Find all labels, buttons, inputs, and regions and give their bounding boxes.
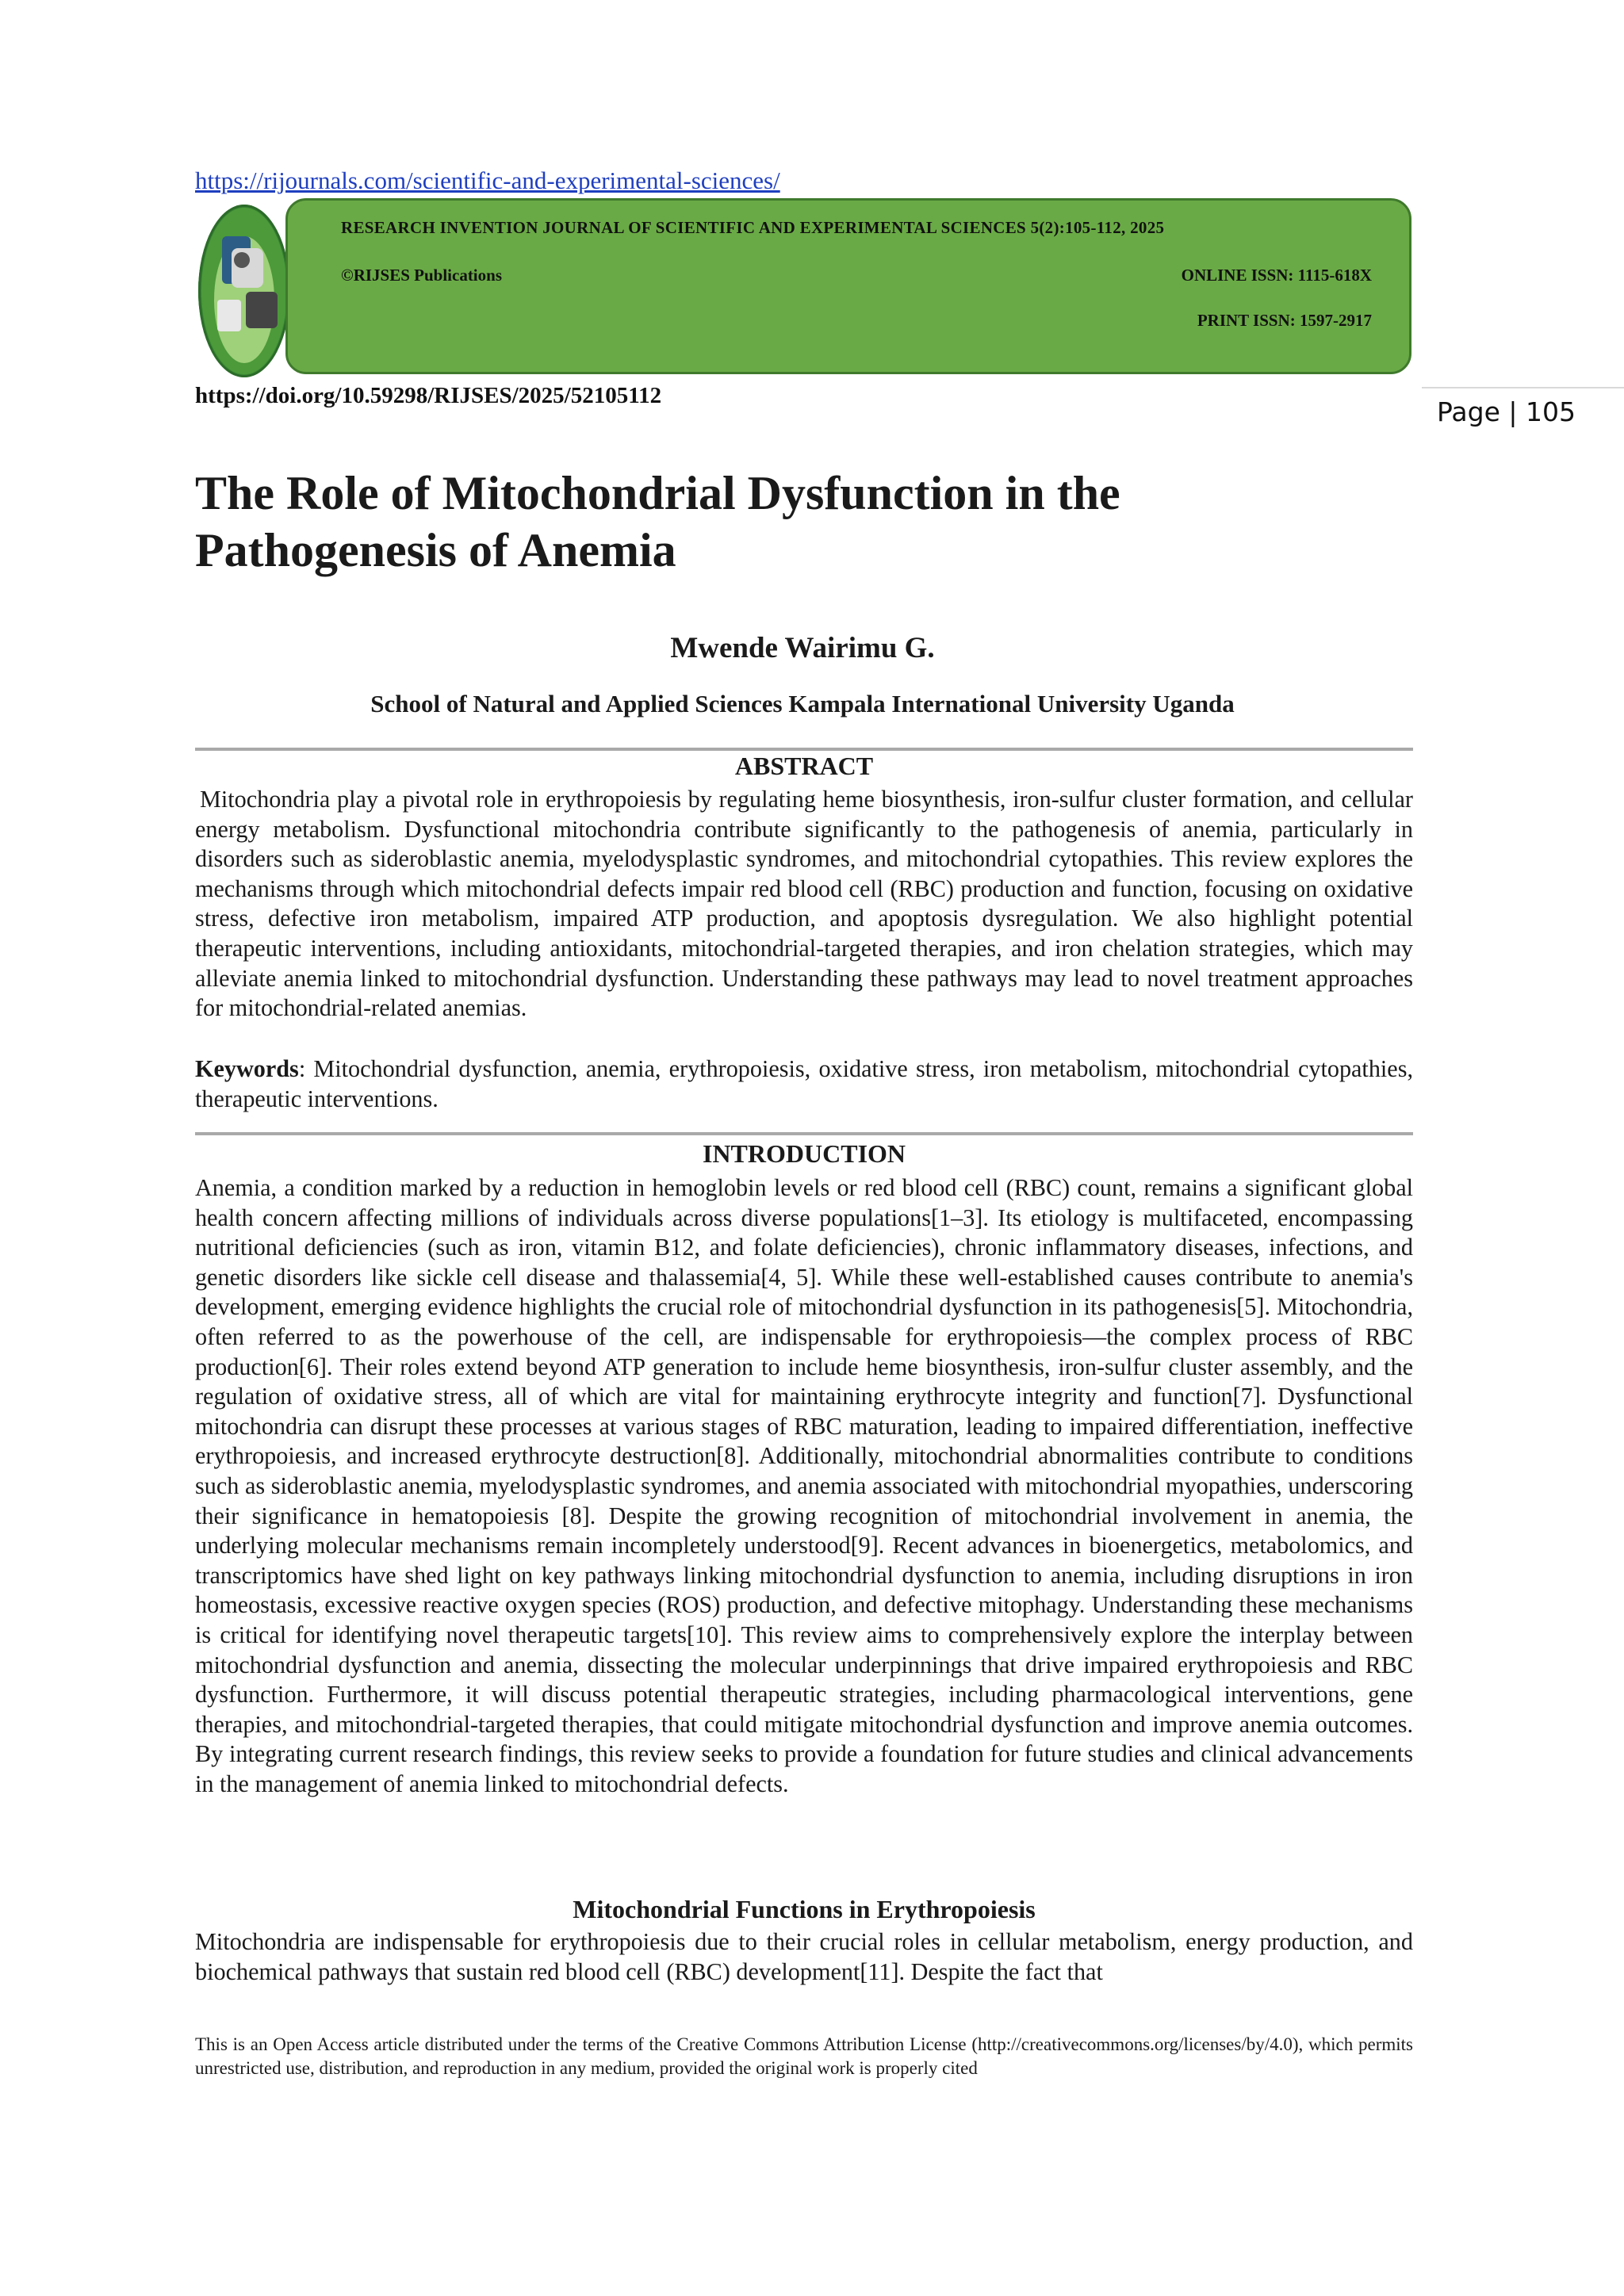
section-text-mitochondrial-functions: Mitochondria are indispensable for erythropoiesis due to their crucial roles in cellular metabolism, energy production, and biochemical pathways that sustain red blood cell (RBC) development[11]. Despite the fact that [195, 1928, 1413, 1985]
article-title [195, 465, 1413, 579]
author-name: Mwende Wairimu G. [670, 632, 935, 664]
logo-emblem-icon [198, 205, 290, 377]
journal-url-link[interactable]: https://rijournals.com/scientific-and-experimental-sciences/ [195, 166, 780, 194]
abstract-top-rule [195, 748, 1413, 751]
license-footer: This is an Open Access article distributed under the terms of the Creative Commons Attribution License (http://creativecommons.org/licenses/by/4.0), which permits unrestricted use, distribution, and reproduction in any medium, provided the original work is properly cited [195, 2034, 1413, 2078]
keywords-list: : Mitochondrial dysfunction, anemia, erythropoiesis, oxidative stress, iron metabolism, mitochondrial cytopathies, therapeutic interventions. [195, 1055, 1413, 1112]
author-affiliation: School of Natural and Applied Sciences Kampala International University Uganda [370, 690, 1235, 718]
intro-top-rule [195, 1132, 1413, 1135]
keywords-label: Keywords [195, 1055, 299, 1082]
abstract-text: Mitochondria play a pivotal role in erythropoiesis by regulating heme biosynthesis, iron-sulfur cluster formation, and cellular energy metabolism. Dysfunctional mitochondria contribute significantly to the pathogenesis of anemia, particularly in disorders such as sideroblastic anemia, myelodysplastic syndromes, and mitochondrial cytopathies. This review explores the mechanisms through which mitochondrial defects impair red blood cell (RBC) production and function, focusing on oxidative stress, defective iron metabolism, impaired ATP production, and apoptosis dysregulation. We also highlight potential therapeutic interventions, including antioxidants, mitochondrial-targeted therapies, and iron chelation strategies, which may alleviate anemia linked to mitochondrial dysfunction. Understanding these pathways may lead to novel treatment approaches for mitochondrial-related anemias. [195, 786, 1413, 1022]
page-number: Page | 105 [1437, 396, 1576, 427]
title-line-2: Pathogenesis of Anemia [195, 524, 676, 576]
doi-link[interactable]: https://doi.org/10.59298/RIJSES/2025/52105112 [195, 383, 662, 408]
keywords [195, 1054, 1413, 1114]
title-line-1: The Role of Mitochondrial Dysfunction in the [195, 467, 1120, 519]
page-divider [1422, 387, 1624, 388]
journal-title: RESEARCH INVENTION JOURNAL OF SCIENTIFIC AND EXPERIMENTAL SCIENCES 5(2):105-112, 2025 [341, 218, 1165, 237]
publisher-label: ©RIJSES Publications [341, 266, 502, 285]
journal-logo [198, 205, 290, 377]
print-issn: PRINT ISSN: 1597-2917 [1197, 311, 1372, 330]
section-heading-mitochondrial-functions: Mitochondrial Functions in Erythropoiesis [573, 1895, 1036, 1923]
introduction-text: Anemia, a condition marked by a reduction in hemoglobin levels or red blood cell (RBC) count, remains a significant global health concern affecting millions of individuals across diverse populations[1–3]. Its etiology is multifaceted, encompassing nutritional deficiencies (such as iron, vitamin B12, and folate deficiencies), chronic inflammatory diseases, infections, and genetic disorders like sickle cell disease and thalassemia[4, 5]. While these well-established causes contribute to anemia's development, emerging evidence highlights the crucial role of mitochondrial dysfunction in its pathogenesis[5]. Mitochondria, often referred to as the powerhouse of the cell, are indispensable for erythropoiesis—the complex process of RBC production[6]. Their roles extend beyond ATP generation to include heme biosynthesis, iron-sulfur cluster assembly, and the regulation of oxidative stress, all of which are vital for maintaining erythrocyte integrity and function[7]. Dysfunctional mitochondria can disrupt these processes at various stages of RBC maturation, leading to impaired differentiation, ineffective erythropoiesis, and increased erythrocyte destruction[8]. Additionally, mitochondrial abnormalities contribute to conditions such as sideroblastic anemia, myelodysplastic syndromes, and anemia associated with mitochondrial myopathies, underscoring their significance in hematopoiesis [8]. Despite the growing recognition of mitochondrial involvement in anemia, the underlying molecular mechanisms remain incompletely understood[9]. Recent advances in bioenergetics, metabolomics, and transcriptomics have shed light on key pathways linking mitochondrial dysfunction to anemia, including disruptions in iron homeostasis, excessive reactive oxygen species (ROS) production, and defective mitophagy. Understanding these mechanisms is critical for identifying novel therapeutic targets[10]. This review aims to comprehensively explore the interplay between mitochondrial dysfunction and anemia, dissecting the molecular underpinnings that drive impaired erythropoiesis and RBC dysfunction. Furthermore, it will discuss potential therapeutic strategies, including pharmacological interventions, gene therapies, and mitochondrial-targeted therapies, that could mitigate mitochondrial dysfunction and improve anemia outcomes. By integrating current research findings, this review seeks to provide a foundation for future studies and clinical advancements in the management of anemia linked to mitochondrial defects. [195, 1174, 1413, 1797]
introduction-heading: INTRODUCTION [702, 1139, 906, 1168]
abstract-heading: ABSTRACT [734, 752, 874, 780]
online-issn: ONLINE ISSN: 1115-618X [1181, 266, 1372, 285]
